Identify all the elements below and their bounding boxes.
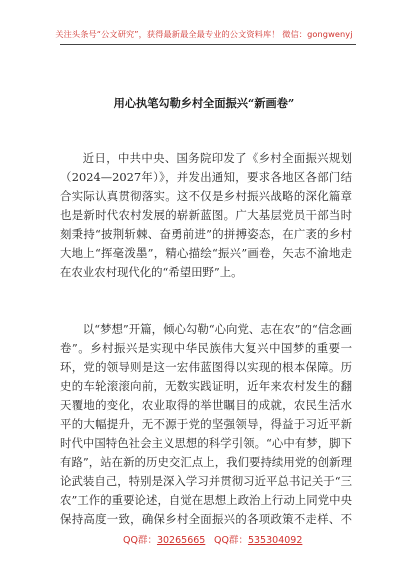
footer-qq-group-1 (123, 535, 205, 547)
footer-qq-number: 535304092 (247, 535, 303, 546)
footer-qq-number: 30265665 (156, 535, 206, 546)
footer-qq-label: QQ群： (214, 535, 248, 546)
body-paragraph-1-container (60, 149, 352, 282)
footer-qq-label: QQ群： (123, 535, 157, 546)
document-title: 用心执笔勾勒乡村全面振兴“新画卷” (113, 96, 295, 110)
footer-qq-group-2 (214, 535, 302, 547)
header-divider (60, 44, 356, 45)
body-paragraph-2-container (60, 320, 352, 531)
body-paragraph: 近日，中共中央、国务院印发了《乡村全面振兴规划（2024—2027年）》，并发出通知，要求各地区各部门结合实际认真贯彻落实。这不仅是乡村振兴战略的深化篇章也是新时代农村发展的崭新蓝图。广大基层党员干部当时刻秉持“披荆斩棘、奋勇前进”的拼搏姿态，在广袤的乡村大地上“挥毫泼墨”，精心描绘“振兴”画卷，矢志不渝地走在农业农村现代化的“希望田野”上。 (60, 151, 352, 279)
body-paragraph: 以“梦想”开篇，倾心勾勒“心向党、志在农”的“信念画卷”。乡村振兴是实现中华民族伟大复兴中国梦的重要一环，党的领导则是这一宏伟蓝图得以实现的根本保障。历史的车轮滚滚向前，无数实践证明，近年来农村发生的翻天覆地的变化，农业取得的举世瞩目的成就，农民生活水平的大幅提升，无不源于党的坚强领导，得益于习近平新时代中国特色社会主义思想的科学引领。“心中有梦，脚下有路”，站在新的历史交汇点上，我们要持续用党的创新理论武装自己，特别是深入学习并贯彻习近平总书记关于“三农”工作的重要论述，自觉在思想上政治上行动上同党中央保持高度一致，确保乡村全面振兴的各项政策不走样、不 (60, 322, 352, 526)
header-promo-text: 关注头条号“公文研究”，获得最新最全最专业的公文资料库！ 微信：gongwenyj (55, 29, 353, 39)
